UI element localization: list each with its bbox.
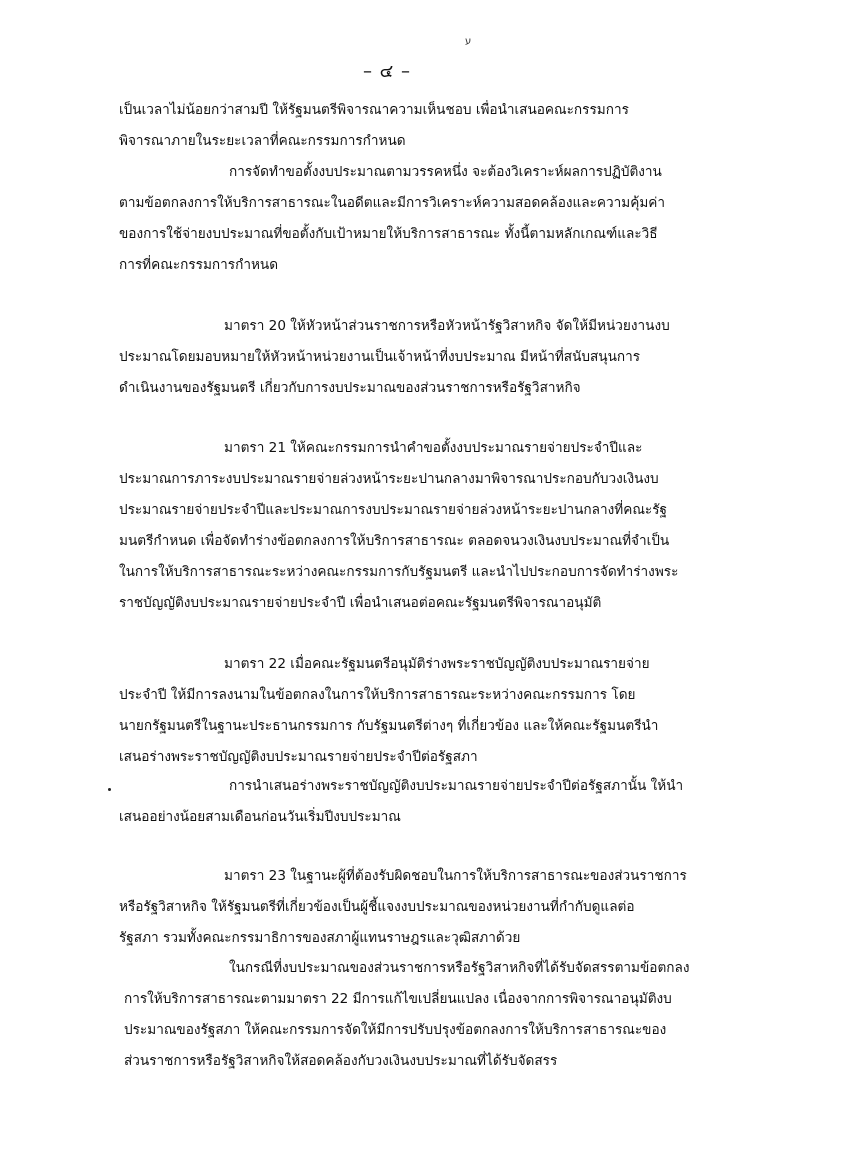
text-line: ของการใช้จ่ายงบประมาณที่ขอตั้งกับเป้าหมายให้บริการสาธารณะ ทั้งนี้ตามหลักเกณฑ์และวิธี <box>119 226 658 242</box>
text-line: เป็นเวลาไม่น้อยกว่าสามปี ให้รัฐมนตรีพิจารณาความเห็นชอบ เพื่อนำเสนอคณะกรรมการ <box>119 102 629 118</box>
text-line: พิจารณาภายในระยะเวลาที่คณะกรรมการกำหนด <box>119 133 406 149</box>
text-line: การจัดทำขอตั้งงบประมาณตามวรรคหนึ่ง จะต้องวิเคราะห์ผลการปฏิบัติงาน <box>229 164 662 180</box>
text-line: ราชบัญญัติงบประมาณรายจ่ายประจำปี เพื่อนำเสนอต่อคณะรัฐมนตรีพิจารณาอนุมัติ <box>119 595 602 611</box>
text-line: หรือรัฐวิสาหกิจ ให้รัฐมนตรีที่เกี่ยวข้องเป็นผู้ชี้แจงงบประมาณของหน่วยงานที่กำกับดูแลต่อ <box>119 899 635 915</box>
section-20-heading-line: มาตรา 20 ให้หัวหน้าส่วนราชการหรือหัวหน้ารัฐวิสาหกิจ จัดให้มีหน่วยงานงบ <box>224 318 670 334</box>
text-line: ดำเนินงานของรัฐมนตรี เกี่ยวกับการงบประมาณของส่วนราชการหรือรัฐวิสาหกิจ <box>119 380 581 396</box>
text-line: การที่คณะกรรมการกำหนด <box>119 257 279 273</box>
page-number: – ๔ – <box>362 61 412 82</box>
text-line: ประจำปี ให้มีการลงนามในข้อตกลงในการให้บริการสาธารณะระหว่างคณะกรรมการ โดย <box>119 687 636 703</box>
text-line: ในการให้บริการสาธารณะระหว่างคณะกรรมการกับรัฐมนตรี และนำไปประกอบการจัดทำร่างพระ <box>119 564 679 580</box>
text-line: เสนออย่างน้อยสามเดือนก่อนวันเริ่มปีงบประมาณ <box>119 809 401 825</box>
text-line: รัฐสภา รวมทั้งคณะกรรมาธิการของสภาผู้แทนราษฎรและวุฒิสภาด้วย <box>119 930 521 946</box>
text-line: ประมาณรายจ่ายประจำปีและประมาณการงบประมาณรายจ่ายล่วงหน้าระยะปานกลางที่คณะรัฐ <box>119 502 668 518</box>
text-line: ตามข้อตกลงการให้บริการสาธารณะในอดีตและมีการวิเคราะห์ความสอดคล้องและความคุ้มค่า <box>119 195 666 211</box>
text-line: นายกรัฐมนตรีในฐานะประธานกรรมการ กับรัฐมนตรีต่างๆ ที่เกี่ยวข้อง และให้คณะรัฐมนตรีนำ <box>119 718 659 734</box>
text-line: เสนอร่างพระราชบัญญัติงบประมาณรายจ่ายประจำปีต่อรัฐสภา <box>119 749 478 765</box>
margin-dot <box>108 788 111 791</box>
text-line: ในกรณีที่งบประมาณของส่วนราชการหรือรัฐวิสาหกิจที่ได้รับจัดสรรตามข้อตกลง <box>229 960 690 976</box>
text-line: ประมาณการภาระงบประมาณรายจ่ายล่วงหน้าระยะปานกลางมาพิจารณาประกอบกับวงเงินงบ <box>119 471 659 487</box>
text-line: มนตรีกำหนด เพื่อจัดทำร่างข้อตกลงการให้บริการสาธารณะ ตลอดจนวงเงินงบประมาณที่จำเป็น <box>119 533 670 549</box>
text-line: การให้บริการสาธารณะตามมาตรา 22 มีการแก้ไขเปลี่ยนแปลง เนื่องจากการพิจารณาอนุมัติงบ <box>124 991 672 1007</box>
text-line: ส่วนราชการหรือรัฐวิสาหกิจให้สอดคล้องกับวงเงินงบประมาณที่ได้รับจัดสรร <box>124 1053 558 1069</box>
section-21-heading-line: มาตรา 21 ให้คณะกรรมการนำคำขอตั้งงบประมาณรายจ่ายประจำปีและ <box>224 440 643 456</box>
scan-mark: ע <box>465 36 472 47</box>
text-line: ประมาณโดยมอบหมายให้หัวหน้าหน่วยงานเป็นเจ้าหน้าที่งบประมาณ มีหน้าที่สนับสนุนการ <box>119 349 641 365</box>
text-line: การนำเสนอร่างพระราชบัญญัติงบประมาณรายจ่ายประจำปีต่อรัฐสภานั้น ให้นำ <box>229 778 684 794</box>
section-22-heading-line: มาตรา 22 เมื่อคณะรัฐมนตรีอนุมัติร่างพระราชบัญญัติงบประมาณรายจ่าย <box>224 656 650 672</box>
section-23-heading-line: มาตรา 23 ในฐานะผู้ที่ต้องรับผิดชอบในการให้บริการสาธารณะของส่วนราชการ <box>224 868 687 884</box>
text-line: ประมาณของรัฐสภา ให้คณะกรรมการจัดให้มีการปรับปรุงข้อตกลงการให้บริการสาธารณะของ <box>124 1022 667 1038</box>
